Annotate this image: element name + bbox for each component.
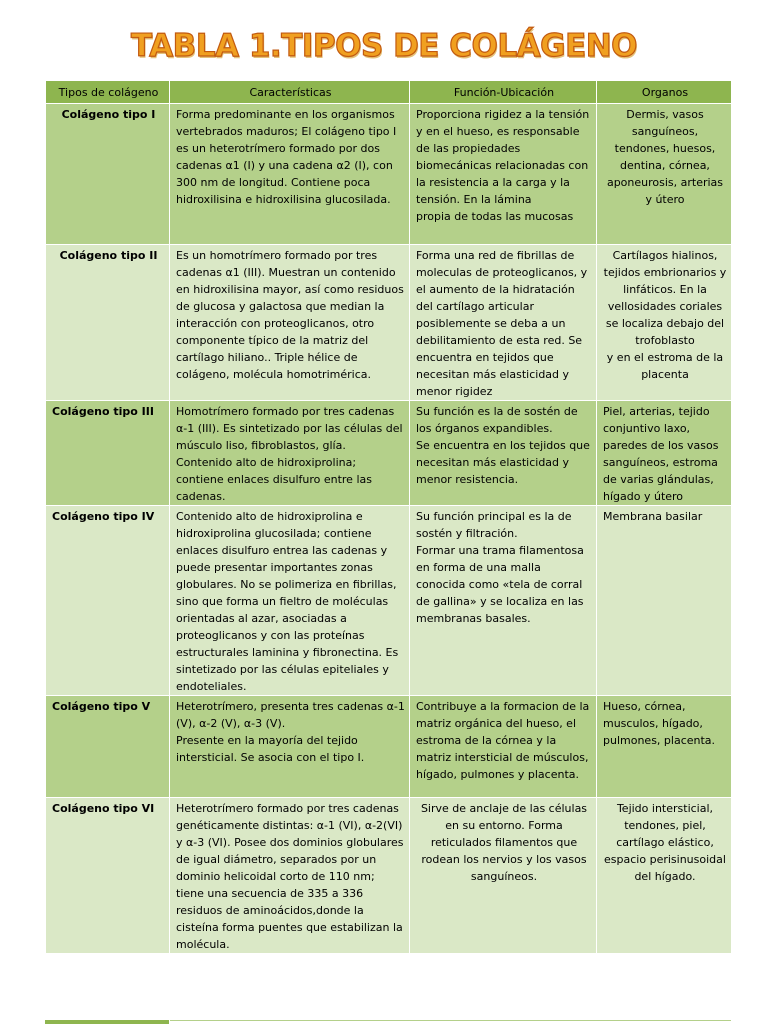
table-row	[46, 696, 732, 798]
cell-function: Su función principal es la de sostén y filtración. Formar una trama filamentosa en forma de una malla conocida como «tela de corral de gallina» y se localiza en las membranas basales.	[410, 506, 597, 696]
table-row	[46, 401, 732, 506]
collagen-table	[45, 80, 732, 954]
cell-characteristics: Homotrímero formado por tres cadenas α-1 (III). Es sintetizado por las células del músculo liso, fibroblastos, glía. Contenido alto de hidroxiprolina; contiene enlaces disulfuro entre las cadenas.	[170, 401, 410, 506]
cell-characteristics: Forma predominante en los organismos vertebrados maduros; El colágeno tipo I es un heterotrímero formado por dos cadenas α1 (I) y una cadena α2 (I), con 300 nm de longitud. Contiene poca hidroxilisina e hidroxilisina glucosilada.	[170, 104, 410, 245]
cell-organs: Membrana basilar	[597, 506, 732, 696]
cell-characteristics: Contenido alto de hidroxiprolina e hidroxiprolina glucosilada; contiene enlaces disulfuro entrea las cadenas y puede presentar importantes zonas globulares. No se polimeriza en fibrillas, sino que forma un fieltro de moléculas orientadas al azar, asociadas a proteoglicanos y con las proteínas estructurales laminina y fibronectina. Es sintetizado por las células epiteliales y endoteliales.	[170, 506, 410, 696]
cell-function: Sirve de anclaje de las células en su entorno. Forma reticulados filamentos que rodean los nervios y los vasos sanguíneos.	[410, 798, 597, 954]
cell-type: Colágeno tipo I	[46, 104, 170, 245]
page-title: TABLA 1.TIPOS DE COLÁGENO	[130, 28, 638, 64]
cell-type: Colágeno tipo IV	[46, 506, 170, 696]
cell-type: Colágeno tipo II	[46, 245, 170, 401]
cell-organs: Dermis, vasos sanguíneos, tendones, huesos, dentina, córnea, aponeurosis, arterias y útero	[597, 104, 732, 245]
header-row	[46, 81, 732, 104]
cell-function: Su función es la de sostén de los órganos expandibles. Se encuentra en los tejidos que necesitan más elasticidad y menor resistencia.	[410, 401, 597, 506]
divider	[170, 1020, 731, 1021]
table-row	[46, 506, 732, 696]
cell-function: Proporciona rigidez a la tensión y en el hueso, es responsable de las propiedades biomecánicas relacionadas con la resistencia a la carga y la tensión. En la lámina propia de todas las mucosas	[410, 104, 597, 245]
cell-characteristics: Es un homotrímero formado por tres cadenas α1 (III). Muestran un contenido en hidroxilisina mayor, así como residuos de glucosa y galactosa que median la interacción con proteoglicanos, otro componente típico de la matriz del cartílago hiliano.. Triple hélice de colágeno, molécula homotrimérica.	[170, 245, 410, 401]
cell-organs: Hueso, córnea, musculos, hígado, pulmones, placenta.	[597, 696, 732, 798]
table-row	[46, 245, 732, 401]
cell-organs: Piel, arterias, tejido conjuntivo laxo, paredes de los vasos sanguíneos, estroma de varias glándulas, hígado y útero	[597, 401, 732, 506]
next-table-header-fragment	[45, 1020, 169, 1024]
cell-type: Colágeno tipo V	[46, 696, 170, 798]
cell-type: Colágeno tipo VI	[46, 798, 170, 954]
cell-function: Contribuye a la formacion de la matriz orgánica del hueso, el estroma de la córnea y la matriz intersticial de músculos, hígado, pulmones y placenta.	[410, 696, 597, 798]
header-characteristics: Características	[170, 81, 410, 104]
cell-function: Forma una red de fibrillas de moleculas de proteoglicanos, y el aumento de la hidratación del cartílago articular posiblemente se deba a un debilitamiento de esta red. Se encuentra en tejidos que necesitan más elasticidad y menor rigidez	[410, 245, 597, 401]
cell-organs: Tejido intersticial, tendones, piel, cartílago elástico, espacio perisinusoidal del hígado.	[597, 798, 732, 954]
cell-type: Colágeno tipo III	[46, 401, 170, 506]
header-types: Tipos de colágeno	[46, 81, 170, 104]
cell-organs: Cartílagos hialinos, tejidos embrionarios y linfáticos. En la vellosidades coriales se localiza debajo del trofoblasto y en el estroma de la placenta	[597, 245, 732, 401]
header-function: Función-Ubicación	[410, 81, 597, 104]
table-row	[46, 798, 732, 954]
cell-characteristics: Heterotrímero formado por tres cadenas genéticamente distintas: α-1 (VI), α-2(VI) y α-3 (VI). Posee dos dominios globulares de igual diámetro, separados por un dominio helicoidal corto de 110 nm; tiene una secuencia de 335 a 336 residuos de aminoácidos,donde la cisteína forma puentes que estabilizan la molécula.	[170, 798, 410, 954]
header-organs: Organos	[597, 81, 732, 104]
table-row	[46, 104, 732, 245]
cell-characteristics: Heterotrímero, presenta tres cadenas α-1 (V), α-2 (V), α-3 (V). Presente en la mayoría del tejido intersticial. Se asocia con el tipo I.	[170, 696, 410, 798]
